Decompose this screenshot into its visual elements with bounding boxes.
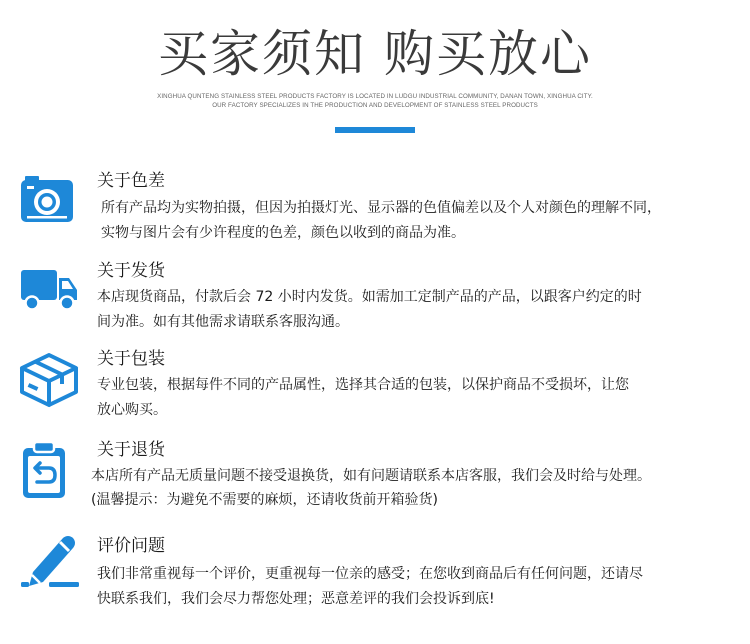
section-text-line: 放心购买。	[97, 402, 167, 418]
section-text-line: 快联系我们，我们会尽力帮您处理；恶意差评的我们会投诉到底!	[97, 591, 495, 607]
section-title: 评价问题	[97, 536, 165, 556]
section-text-line: 所有产品均为实物拍摄，但因为拍摄灯光、显示器的色值偏差以及个人对颜色的理解不同，	[101, 200, 661, 216]
title-divider-bar	[335, 127, 415, 133]
truck-icon	[19, 268, 79, 316]
package-box-icon	[19, 352, 79, 412]
company-subtitle-line-1: XINGHUA QUNTENG STAINLESS STEEL PRODUCTS FACTORY IS LOCATED IN LUDGU INDUSTRIAL COMMUNITY, DANAN TOWN, XINGHUA CITY.	[157, 93, 593, 100]
section-title: 关于退货	[97, 440, 165, 460]
section-title: 关于发货	[97, 261, 165, 281]
company-subtitle-line-2: OUR FACTORY SPECIALIZES IN THE PRODUCTION AND DEVELOPMENT OF STAINLESS STEEL PRODUCTS	[212, 102, 538, 109]
section-text-line: 间为准。如有其他需求请联系客服沟通。	[97, 314, 349, 330]
return-clipboard-icon	[19, 440, 69, 504]
section-text-line: 本店现货商品，付款后会 72 小时内发货。如需加工定制产品的产品，以跟客户约定的时	[97, 289, 642, 305]
section-text-line: 专业包装，根据每件不同的产品属性，选择其合适的包装，以保护商品不受损坏，让您	[97, 377, 629, 393]
pencil-edit-icon	[19, 532, 83, 594]
section-title: 关于色差	[97, 171, 165, 191]
section-text-line: 本店所有产品无质量问题不接受退换货，如有问题请联系本店客服，我们会及时给与处理。	[91, 468, 651, 484]
section-title: 关于包装	[97, 349, 165, 369]
page-title: 买家须知 购买放心	[158, 25, 592, 83]
camera-icon	[19, 172, 75, 232]
section-text-line: 我们非常重视每一个评价，更重视每一位亲的感受；在您收到商品后有任何问题，还请尽	[97, 566, 643, 582]
section-text-line: (温馨提示：为避免不需要的麻烦，还请收货前开箱验货)	[91, 492, 438, 508]
section-text-line: 实物与图片会有少许程度的色差，颜色以收到的商品为准。	[101, 225, 465, 241]
